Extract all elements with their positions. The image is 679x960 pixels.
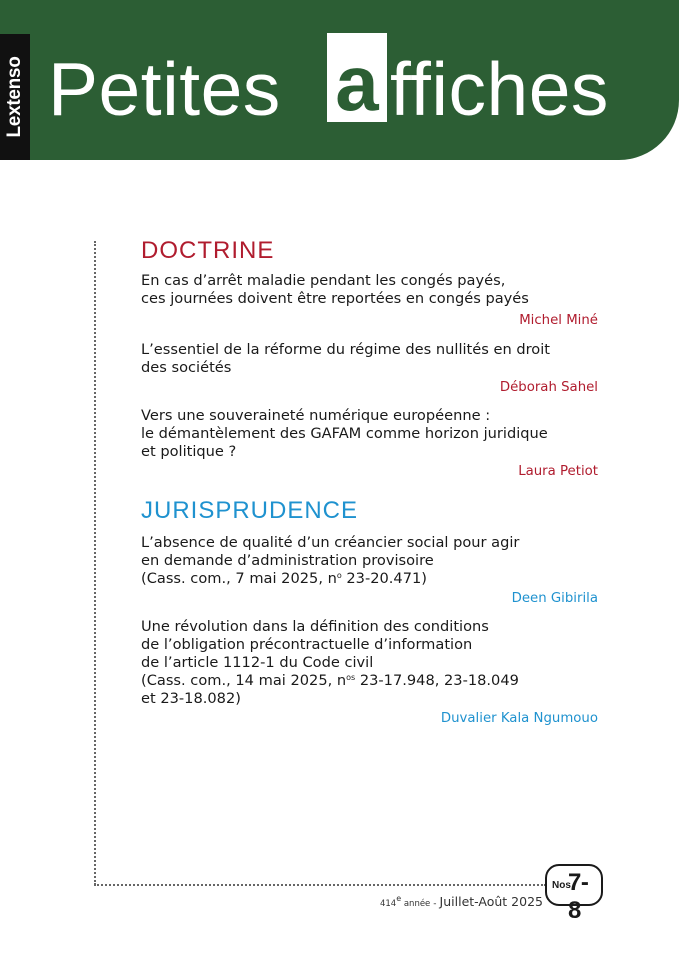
- article-line: Une révolution dans la définition des conditions: [141, 618, 489, 635]
- article-line: de l’article 1112-1 du Code civil: [141, 654, 374, 671]
- doctrine-article-2[interactable]: [141, 341, 561, 377]
- article-line: L’essentiel de la réforme du régime des nullités en droit: [141, 341, 551, 358]
- jurisprudence-article-1[interactable]: [141, 534, 561, 588]
- title-a-box: [327, 33, 387, 127]
- publisher-tab: [0, 34, 30, 160]
- issue-number-badge: [545, 864, 603, 924]
- case-reference-cont: et 23-18.082): [141, 690, 241, 707]
- publisher-name: Lextenso: [4, 56, 25, 138]
- article-line: et politique ?: [141, 443, 237, 460]
- article-line: en demande d’administration provisoire: [141, 552, 434, 569]
- issue-date: Juillet-Août 2025: [439, 894, 543, 909]
- section-title-jurisprudence: JURISPRUDENCE: [141, 497, 359, 524]
- article-line: des sociétés: [141, 359, 232, 376]
- author-duvalier-kala-ngumouo: Duvalier Kala Ngumouo: [440, 711, 598, 726]
- issue-date-line: [380, 891, 543, 910]
- section-title-doctrine: DOCTRINE: [141, 237, 275, 264]
- article-line: L’absence de qualité d’un créancier social pour agir: [141, 534, 520, 551]
- doctrine-article-3[interactable]: [141, 407, 561, 461]
- doctrine-article-1[interactable]: [141, 272, 561, 308]
- issue-number: 7-8: [568, 869, 589, 924]
- author-deborah-sahel: Déborah Sahel: [499, 380, 598, 395]
- author-laura-petiot: Laura Petiot: [518, 464, 598, 479]
- horizontal-dotted-rule: [94, 884, 546, 886]
- title-part-1: Petites: [48, 47, 281, 131]
- article-line: le démantèlement des GAFAM comme horizon juridique: [141, 425, 548, 442]
- author-michel-mine: Michel Miné: [519, 313, 598, 328]
- article-line: de l’obligation précontractuelle d’information: [141, 636, 473, 653]
- case-reference: (Cass. com., 7 mai 2025, $n^o$ 23-20.471): [141, 570, 427, 587]
- title-a-letter: a: [335, 39, 379, 127]
- article-line: Vers une souveraineté numérique européenne :: [141, 407, 491, 424]
- issue-prefix: Nos: [552, 880, 571, 891]
- jurisprudence-article-2[interactable]: [141, 618, 561, 708]
- vertical-dotted-rule: [94, 241, 96, 885]
- title-part-2: ffiches: [390, 47, 609, 131]
- article-line: ces journées doivent être reportées en congés payés: [141, 290, 529, 307]
- footer-separator: -: [433, 899, 437, 909]
- author-deen-gibirila: Deen Gibirila: [511, 591, 598, 606]
- masthead: [0, 0, 679, 160]
- article-line: En cas d’arrêt maladie pendant les congés payés,: [141, 272, 506, 289]
- case-reference: (Cass. com., 14 mai 2025, $n^{os}$ 23-17.948, 23-18.049: [141, 672, 519, 689]
- publication-year: 414e année: [379, 894, 431, 909]
